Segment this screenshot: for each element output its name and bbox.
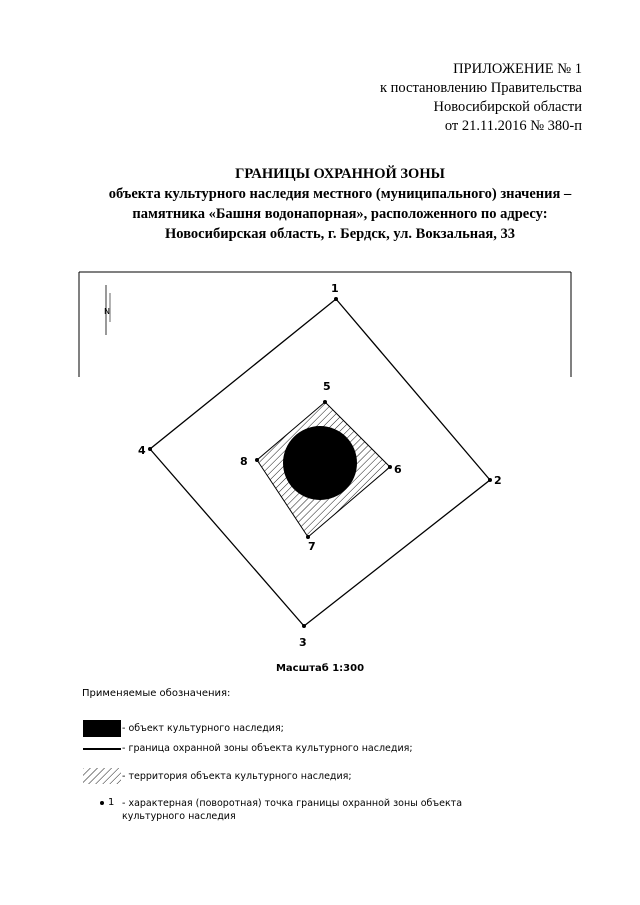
point-symbol-number: 1	[108, 797, 115, 808]
point-label-8: 8	[240, 455, 248, 468]
boundary-line-symbol	[83, 748, 121, 750]
legend-text-boundary: - граница охранной зоны объекта культурного наследия;	[122, 743, 413, 754]
appendix-ref: к постановлению Правительства	[380, 80, 582, 96]
appendix-number: ПРИЛОЖЕНИЕ № 1	[453, 61, 582, 77]
title-line-1: ГРАНИЦЫ ОХРАННОЙ ЗОНЫ	[235, 166, 445, 182]
hatched-territory-symbol	[83, 768, 121, 784]
appendix-region: Новосибирской области	[433, 99, 582, 115]
legend-text-object: - объект культурного наследия;	[122, 723, 284, 734]
title-line-3: памятника «Башня водонапорная», расположенного по адресу:	[132, 206, 548, 222]
title-line-2: объекта культурного наследия местного (муниципального) значения –	[108, 186, 572, 202]
north-label: N	[104, 307, 110, 316]
legend-text-point: - характерная (поворотная) точка границы охранной зоны объекта культурного наследия	[122, 798, 463, 822]
scale-label: Масштаб 1:300	[275, 663, 365, 674]
point-label-2: 2	[494, 474, 502, 487]
appendix-date: от 21.11.2016 № 380-п	[444, 118, 582, 134]
point-label-6: 6	[394, 463, 402, 476]
point-label-5: 5	[323, 380, 331, 393]
north-arrow-icon	[104, 285, 110, 335]
legend-title: Применяемые обозначения:	[82, 688, 231, 699]
heritage-object-symbol	[83, 720, 121, 737]
point-label-3: 3	[299, 636, 307, 649]
heritage-object	[283, 426, 357, 500]
point-label-4: 4	[138, 444, 146, 457]
point-label-1: 1	[331, 282, 339, 295]
title-line-4: Новосибирская область, г. Бердск, ул. Вокзальная, 33	[165, 226, 515, 242]
point-dot-icon	[100, 801, 104, 805]
point-label-7: 7	[308, 540, 316, 553]
legend-text-territory: - территория объекта культурного наследия;	[122, 771, 352, 782]
